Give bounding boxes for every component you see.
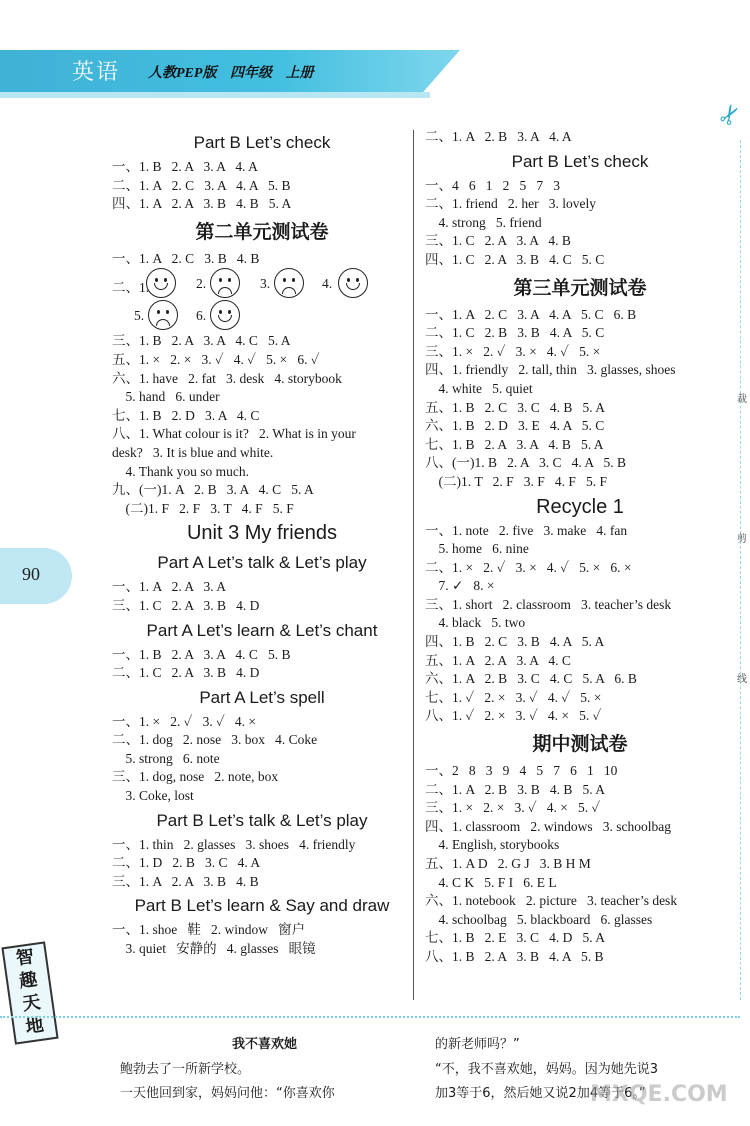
answer-line: 一、2 8 3 9 4 5 7 6 1 10 [425,763,618,779]
answer-line: 三、1. C 2. A 3. B 4. D [112,597,260,613]
badge-char: 智 [14,946,36,970]
answer-line: 二、1. A 2. B 3. A 4. A [425,129,572,144]
answer-line: 一、1. × 2. ✓ 3. ✓ 4. × [112,713,257,729]
answer-line: 一、1. B 2. A 3. A 4. C 5. B [112,646,291,662]
answer-line: 三、1. A 2. A 3. B 4. B [112,873,259,889]
answer-line: 二、1. friend 2. her 3. lovely [425,196,596,212]
answer-line: 四、1. B 2. C 3. B 4. A 5. A [425,634,605,650]
answer-line: 4. strong 5. friend [425,214,542,230]
answer-line: 七、1. B 2. D 3. A 4. C [112,407,260,423]
story-line: 鲍勃去了一所新学校。 [120,1062,251,1077]
answer-line: 八、1. ✓ 2. × 3. ✓ 4. × 5. ✓ [425,708,602,724]
answer-line: (二)1. F 2. F 3. T 4. F 5. F [112,500,294,516]
answer-line: 八、(一)1. B 2. A 3. C 4. A 5. B [425,455,627,471]
sad-face-icon [148,300,178,330]
answer-line: 四、1. friendly 2. tall, thin 3. glasses, shoes [425,362,676,378]
answer-line: 一、1. A 2. A 3. A [112,579,227,595]
section-heading: Part B Let’s learn & Say and draw [134,896,390,916]
subject-title: 英语 [72,60,121,85]
answer-number: 2. [196,276,207,292]
answer-line: 六、1. notebook 2. picture 3. teacher’s desk [425,893,678,909]
section-heading: Part A Let’s learn & Let’s chant [146,620,378,640]
story-line: 加3等于6，然后她又说2加4等于6。” [435,1086,646,1101]
answer-line: 三、1. C 2. A 3. A 4. B [425,233,571,249]
story-line: 一天他回到家，妈妈问他：“你喜欢你 [120,1086,335,1101]
answer-line: 九、(一)1. A 2. B 3. A 4. C 5. A [112,482,314,498]
section-heading: Part B Let’s talk & Let’s play [156,810,368,830]
answer-number: 二、1. [112,280,150,296]
answer-line: 4. schoolbag 5. blackboard 6. glasses [425,911,653,927]
answer-line: (二)1. T 2. F 3. F 4. F 5. F [425,473,608,489]
answer-line: 二、1. A 2. B 3. B 4. B 5. A [425,781,606,797]
side-mark: 裁 [737,394,747,405]
answer-line: 二、1. C 2. B 3. B 4. A 5. C [425,325,605,341]
answer-number: 5. [134,308,145,324]
answers-left-column [112,128,412,959]
grade-label: 四年级 [229,66,272,81]
scissors-icon: ✂ [712,98,749,132]
side-mark: 线 [737,674,747,685]
answer-line: 一、1. B 2. A 3. A 4. A [112,159,258,174]
answer-line: 一、1. thin 2. glasses 3. shoes 4. friendly [112,836,356,852]
answer-line: 一、4 6 1 2 5 7 3 [425,177,560,193]
answer-line: 二、1. D 2. B 3. C 4. A [112,855,261,871]
answers-right-column [425,128,735,967]
answer-line: 二、1. C 2. A 3. B 4. D [112,665,260,681]
page-number: 90 [22,564,40,584]
answer-line: 八、1. B 2. A 3. B 4. A 5. B [425,948,604,964]
term-label: 上册 [285,66,314,81]
answer-line: 七、1. B 2. E 3. C 4. D 5. A [425,930,606,946]
side-mark: 剪 [737,534,747,545]
smiley-face-icon [338,268,368,298]
smiley-face-icon [210,300,240,330]
section-heading: 第二单元测试卷 [195,220,329,243]
answer-line: 四、1. C 2. A 3. B 4. C 5. C [425,251,605,267]
smiley-answer-row [112,300,412,332]
edition-label: 人教PEP版 [148,66,217,81]
answer-line: 4. white 5. quiet [425,380,533,396]
section-heading: Unit 3 My friends [186,522,338,545]
answer-line: 4. Thank you so much. [112,463,249,479]
badge-char: 天 [21,991,42,1016]
column-divider [413,130,414,1000]
answer-line: 二、1. A 2. C 3. A 4. A 5. B [112,177,291,193]
answer-line: 三、1. dog, nose 2. note, box [112,769,279,785]
smiley-answer-row [112,268,412,300]
story-title: 我不喜欢她 [232,1037,298,1052]
story-line: 的新老师吗？” [435,1037,520,1052]
answer-line: 三、1. B 2. A 3. A 4. C 5. A [112,333,291,349]
story-line: “不，我不喜欢她，妈妈。因为她先说3 [435,1062,659,1077]
section-heading: Part B Let’s check [193,133,331,152]
smiley-face-icon [146,268,176,298]
answer-line: 二、1. dog 2. nose 3. box 4. Coke [112,732,318,748]
story-divider [0,1016,740,1018]
sad-face-icon [210,268,240,298]
answer-line: desk? 3. It is blue and white. [112,444,274,460]
section-heading: Part B Let’s check [511,151,649,171]
answer-line: 一、1. note 2. five 3. make 4. fan [425,522,628,538]
page-header [0,50,460,92]
answer-line: 5. strong 6. note [112,750,220,766]
answer-line: 一、1. A 2. C 3. A 4. A 5. C 6. B [425,306,637,322]
section-heading: 期中测试卷 [532,733,628,756]
edition-info [148,62,323,82]
badge-char: 趣 [17,968,39,993]
answer-line: 五、1. × 2. × 3. ✓ 4. ✓ 5. × 6. ✓ [112,351,320,367]
answer-line: 五、1. A 2. A 3. A 4. C [425,652,571,668]
answer-number: 3. [260,276,271,292]
answer-line: 5. hand 6. under [112,389,220,405]
section-heading: Part A Let’s spell [199,687,325,707]
answer-number: 4. [322,276,333,292]
fun-corner-badge [1,941,58,1044]
section-heading: Recycle 1 [536,495,624,518]
answer-line: 六、1. A 2. B 3. C 4. C 5. A 6. B [425,671,637,687]
answer-line: 4. C K 5. F I 6. E L [425,874,557,890]
section-heading: Part A Let’s talk & Let’s play [157,553,367,573]
watermark: MXQE.COM [590,1082,728,1107]
answer-line: 3. Coke, lost [112,788,194,804]
section-heading: 第三单元测试卷 [513,276,647,299]
answer-line: 六、1. have 2. fat 3. desk 4. storybook [112,370,342,386]
answer-line: 二、1. × 2. ✓ 3. × 4. ✓ 5. × 6. × [425,559,632,575]
answer-line: 三、1. × 2. × 3. ✓ 4. × 5. ✓ [425,800,601,816]
answer-line: 7. ✓ 8. × [425,578,495,594]
answer-line: 5. home 6. nine [425,541,529,557]
answer-line: 六、1. B 2. D 3. E 4. A 5. C [425,418,605,434]
answer-line: 4. black 5. two [425,615,526,631]
cut-line [740,140,741,1000]
answer-line: 七、1. B 2. A 3. A 4. B 5. A [425,436,604,452]
answer-line: 四、1. A 2. A 3. B 4. B 5. A [112,196,292,212]
answer-number: 6. [196,308,207,324]
answer-line: 三、1. short 2. classroom 3. teacher’s desk [425,596,672,612]
answer-line: 五、1. B 2. C 3. C 4. B 5. A [425,399,606,415]
badge-char: 地 [24,1014,46,1038]
answer-line: 四、1. classroom 2. windows 3. schoolbag [425,818,671,834]
answer-line: 五、1. A D 2. G J 3. B H M [425,856,591,871]
answer-line: 三、1. × 2. ✓ 3. × 4. ✓ 5. × [425,343,601,359]
answer-line: 一、1. shoe 鞋 2. window 窗户 [112,922,306,938]
answer-line: 七、1. ✓ 2. × 3. ✓ 4. ✓ 5. × [425,689,602,705]
answer-line: 八、1. What colour is it? 2. What is in your [112,426,356,442]
answer-line: 3. quiet 安静的 4. glasses 眼镜 [112,941,316,957]
answer-line: 4. English, storybooks [425,837,560,853]
answer-line: 一、1. A 2. C 3. B 4. B [112,250,260,266]
sad-face-icon [274,268,304,298]
header-stripe [0,92,430,98]
